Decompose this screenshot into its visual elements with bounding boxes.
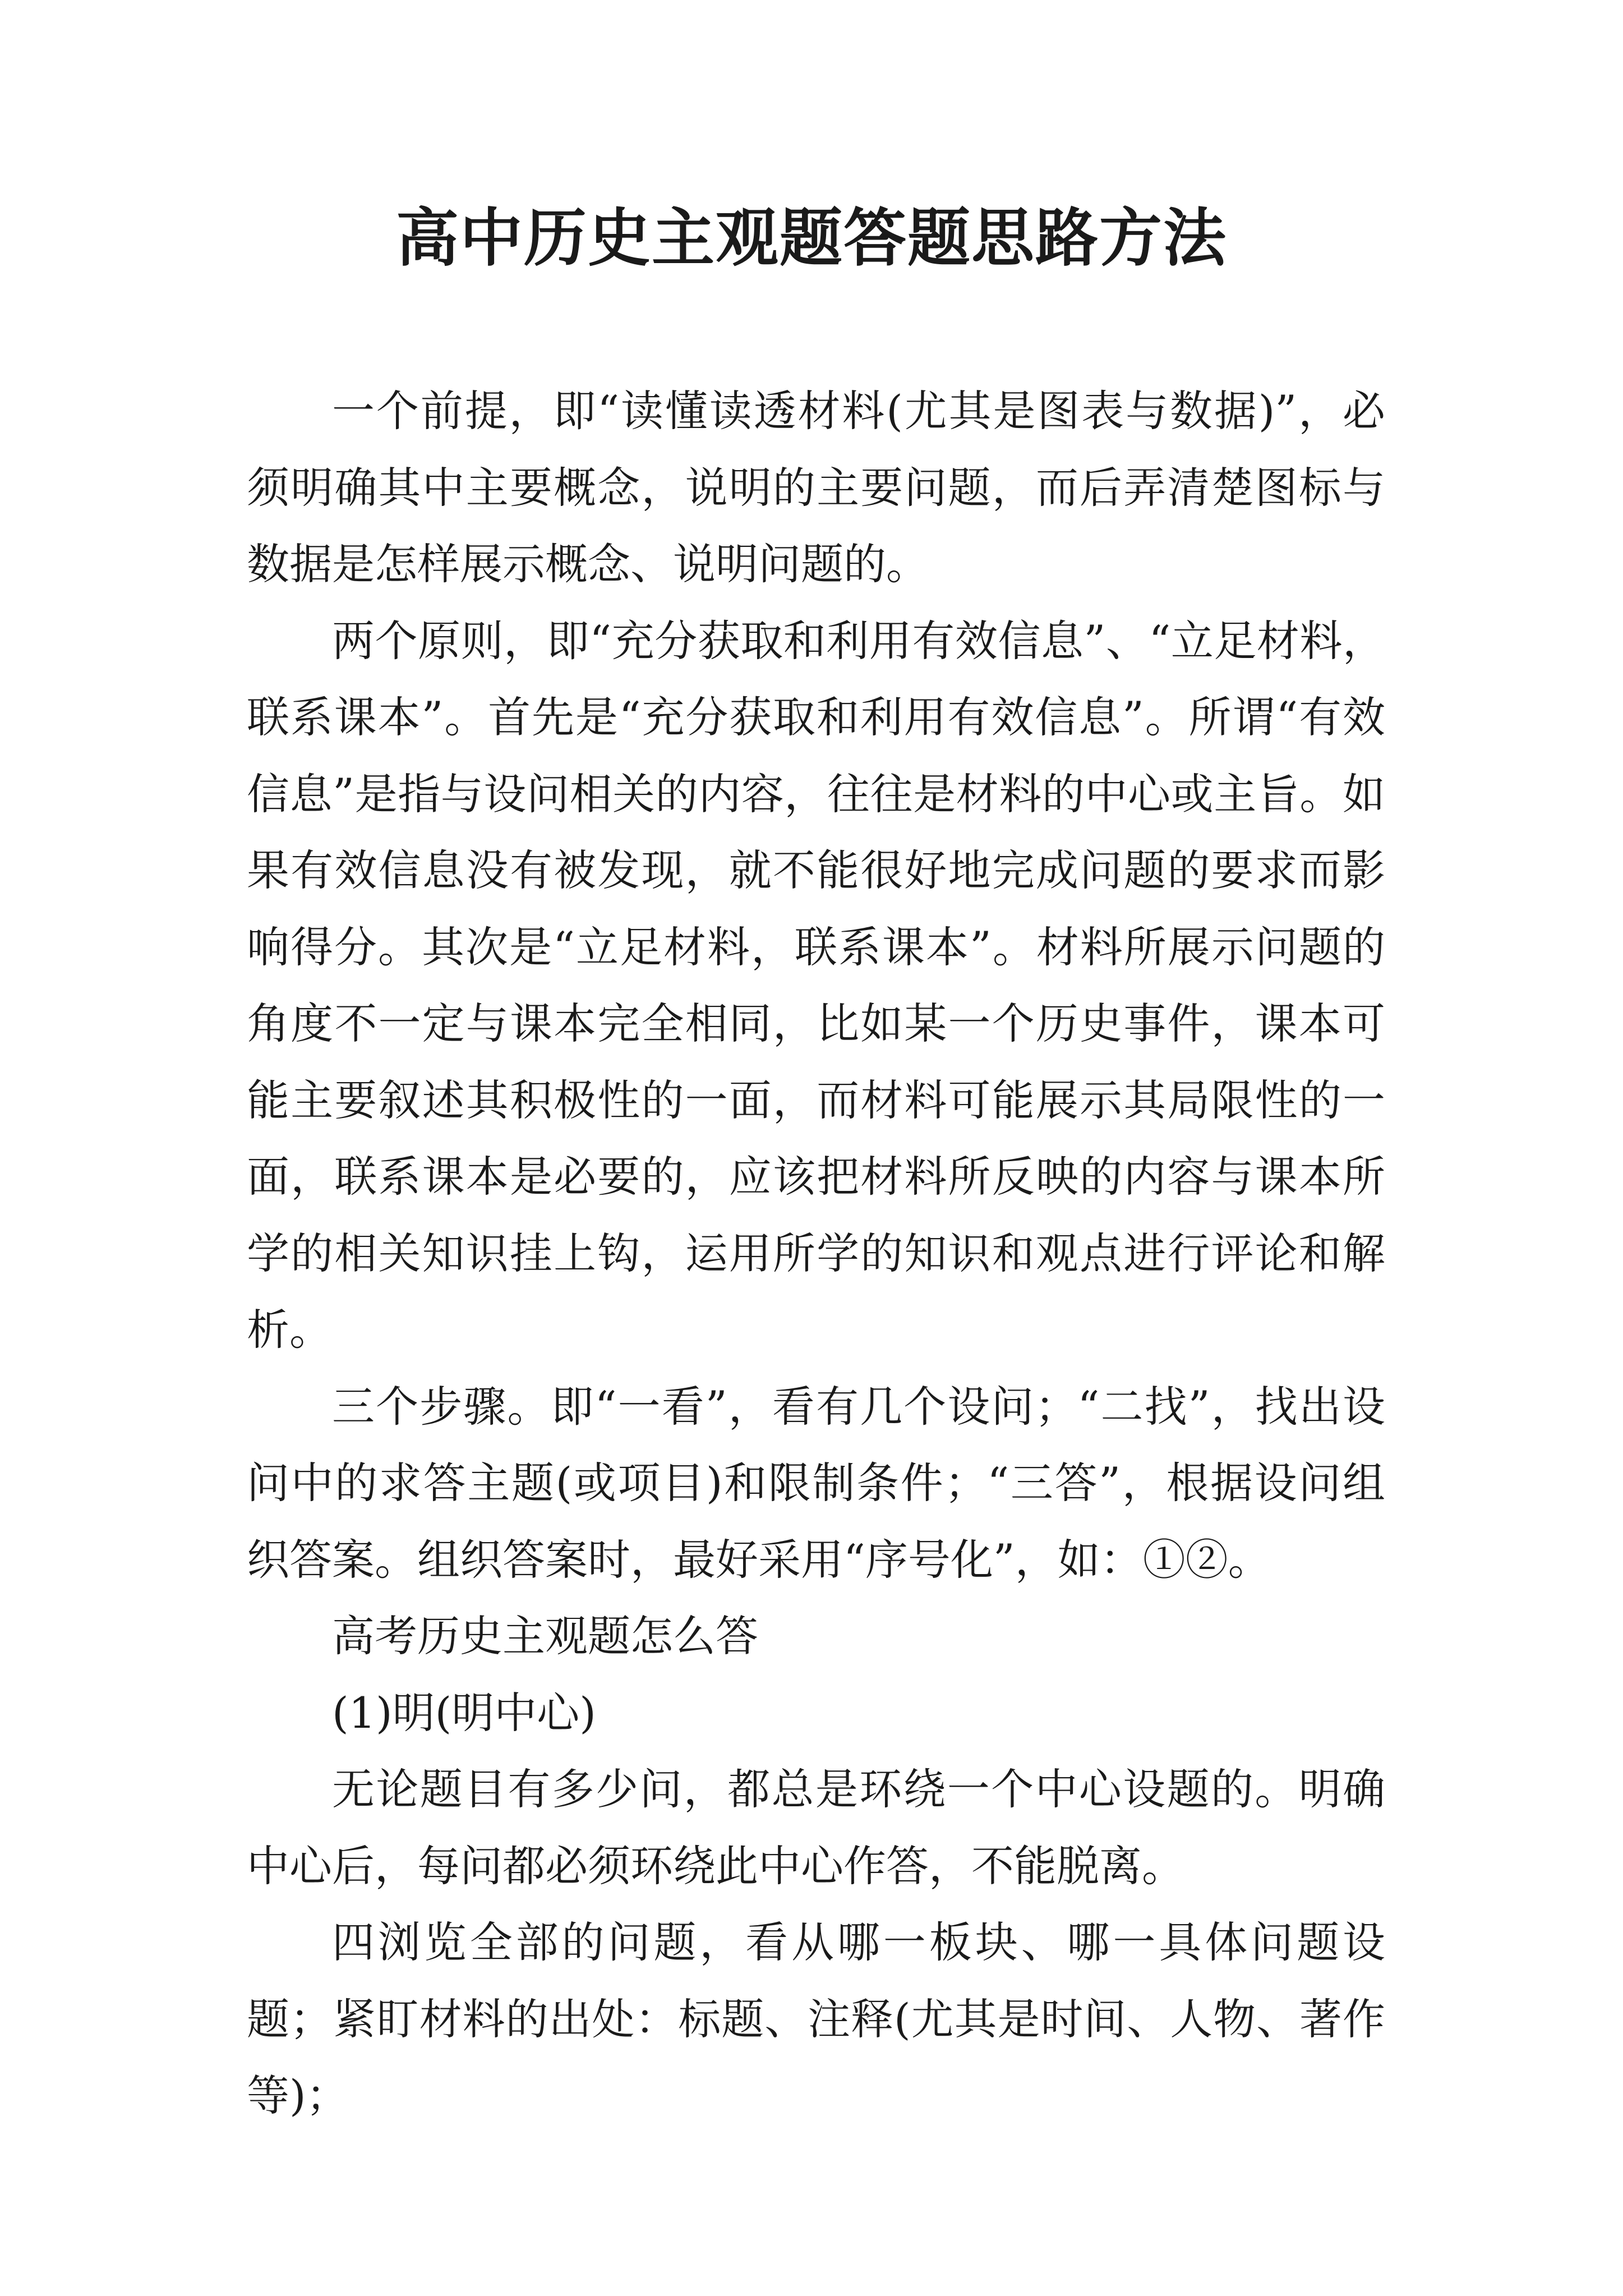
paragraph-steps: 三个步骤。即“一看”，看有几个设问；“二找”，找出设问中的求答主题(或项目)和限制条件；“三答”，根据设问组织答案。组织答案时，最好采用“序号化”，如：①②。 [247,1381,1385,1585]
paragraph-center: 无论题目有多少问，都总是环绕一个中心设题的。明确中心后，每问都必须环绕此中心作答，不能脱离。 [247,1764,1385,1891]
paragraph-item-1: (1)明(明中心) [332,1687,596,1738]
document-title: 高中历史主观题答题思路方法 [396,201,1227,275]
paragraph-principles: 两个原则，即“充分获取和利用有效信息”、“立足材料，联系课本”。首先是“充分获取和利用有效信息”。所谓“有效信息”是指与设问相关的内容，往往是材料的中心或主旨。如果有效信息没有被发现，就不能很好地完成问题的要求而影响得分。其次是“立足材料，联系课本”。材料所展示问题的角度不一定与课本完全相同，比如某一个历史事件，课本可能主要叙述其积极性的一面，而材料可能展示其局限性的一面，联系课本是必要的，应该把材料所反映的内容与课本所学的相关知识挂上钩，运用所学的知识和观点进行评论和解析。 [247,615,1385,1355]
document-body [247,373,1385,2134]
paragraph-premise: 一个前提，即“读懂读透材料(尤其是图表与数据)”，必须明确其中主要概念，说明的主要问题，而后弄清楚图标与数据是怎样展示概念、说明问题的。 [247,386,1385,589]
paragraph-browse: 四浏览全部的问题，看从哪一板块、哪一具体问题设题；紧盯材料的出处：标题、注释(尤其是时间、人物、著作等)； [247,1917,1385,2120]
paragraph-subheading: 高考历史主观题怎么答 [332,1611,758,1661]
